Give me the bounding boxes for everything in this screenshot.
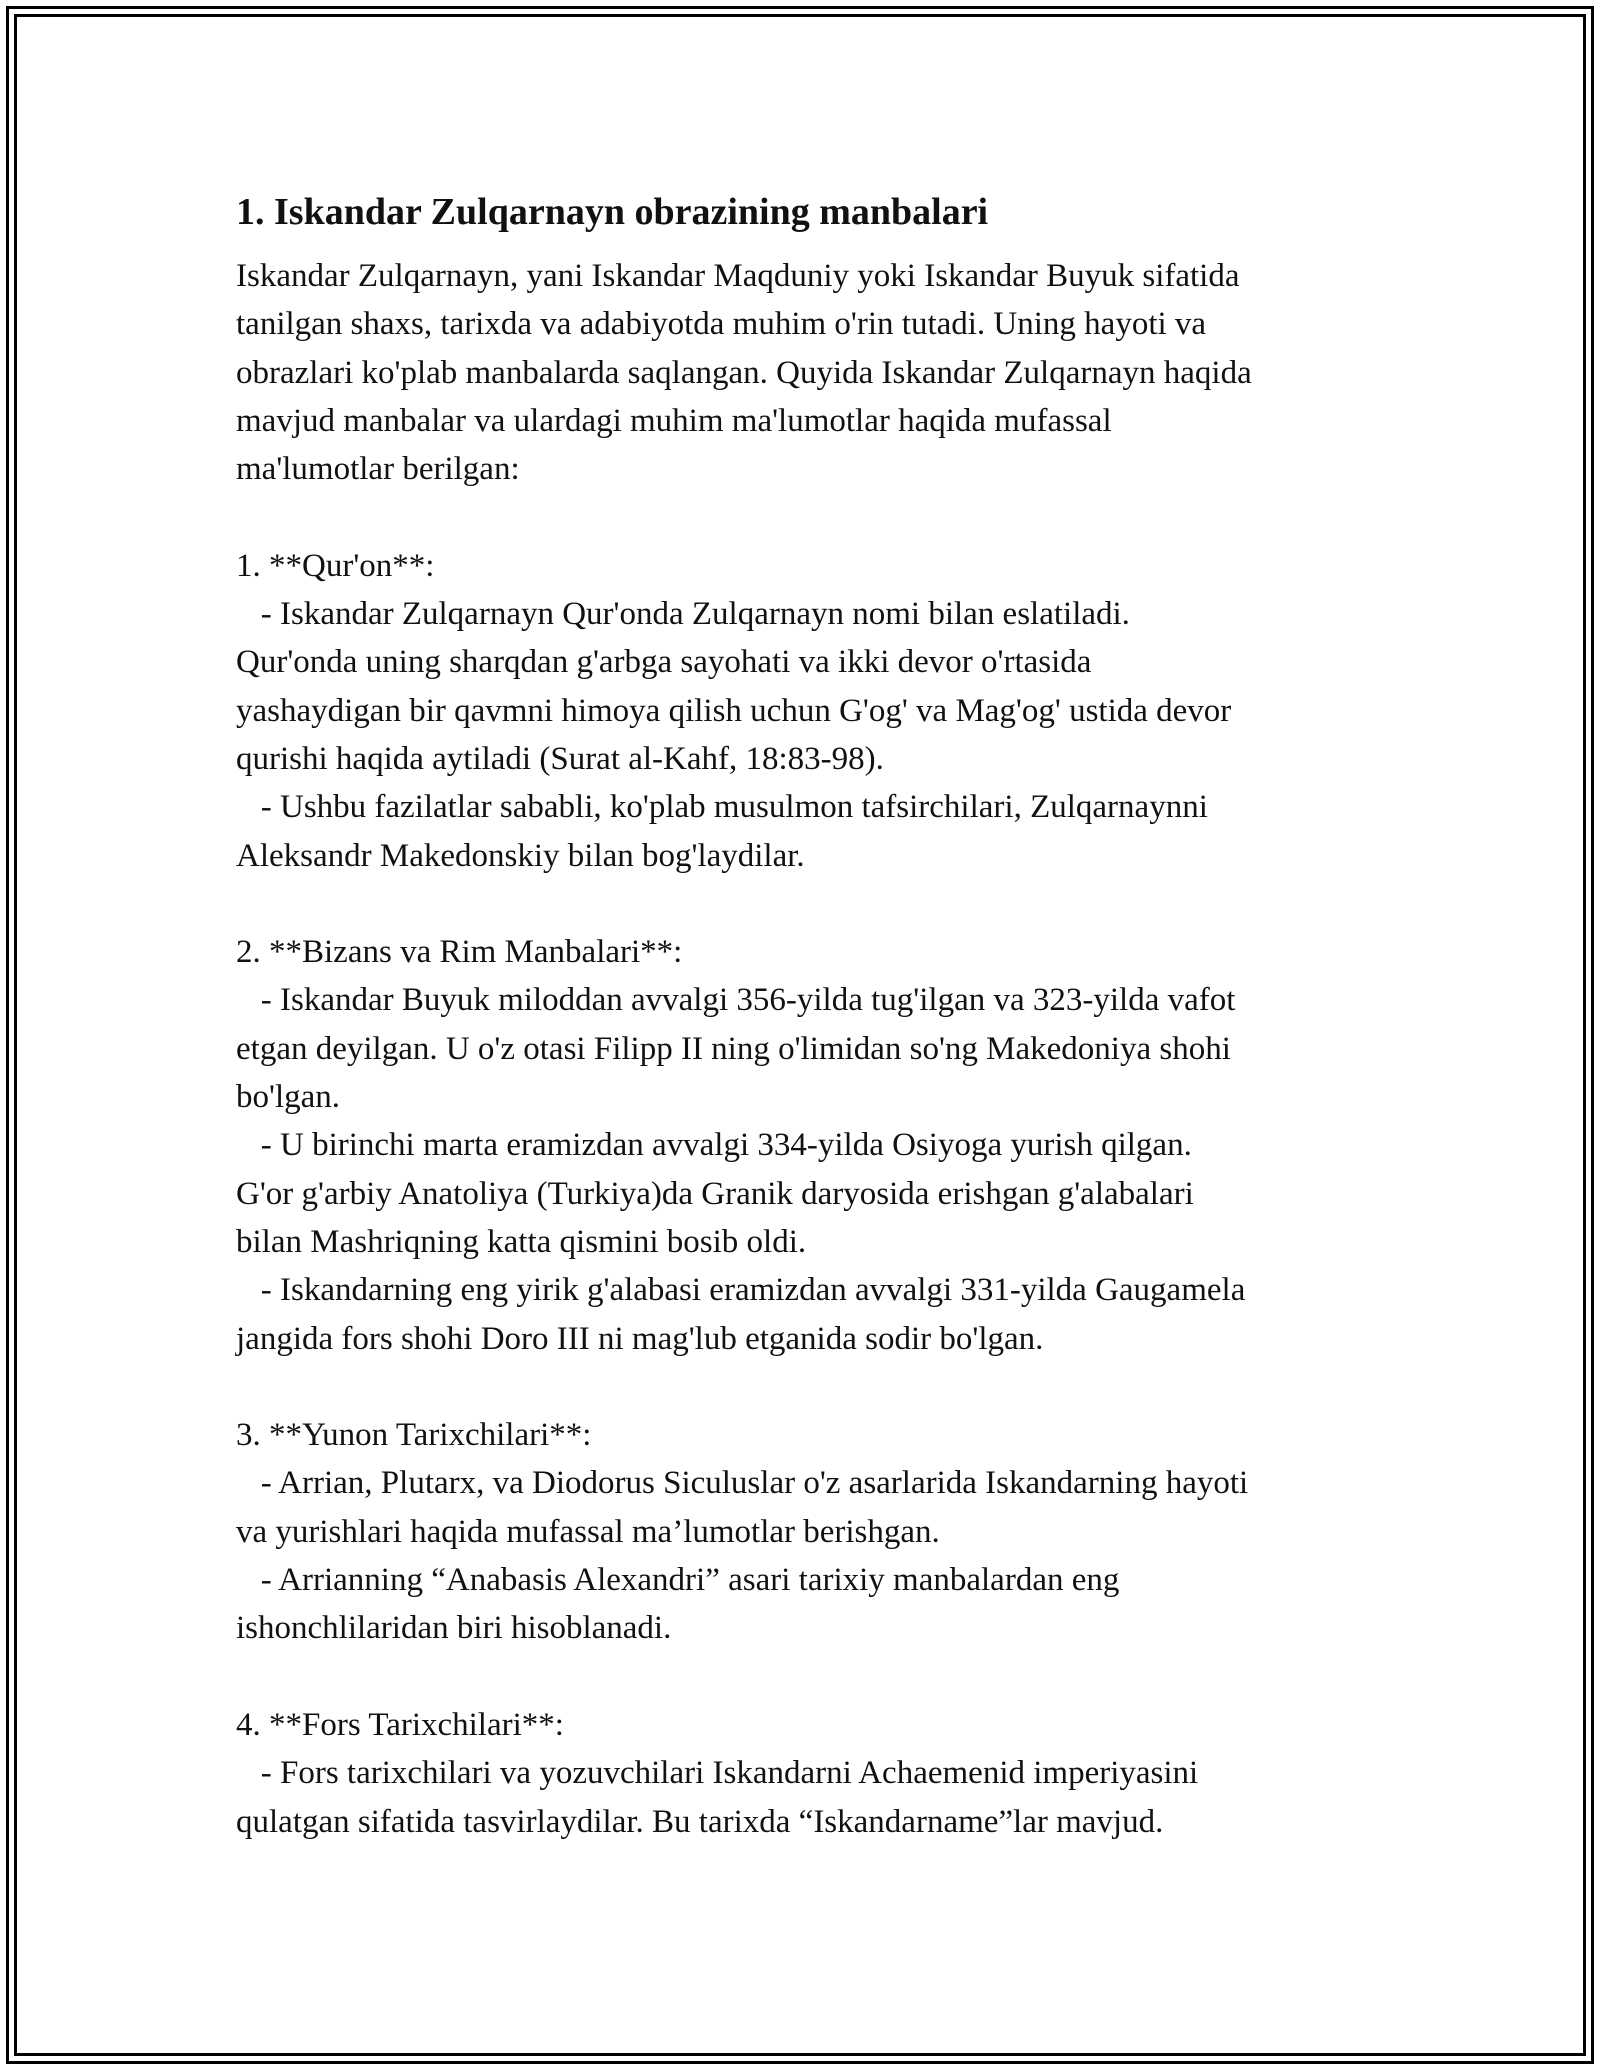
text-line: obrazlari ko'plab manbalarda saqlangan. Quyida Iskandar Zulqarnayn haqida — [236, 354, 1252, 391]
text-line: 4. **Fors Tarixchilari**: — [236, 1706, 564, 1743]
text-line: mavjud manbalar va ulardagi muhim ma'lumotlar haqida mufassal — [236, 402, 1112, 439]
document-title: 1. Iskandar Zulqarnayn obrazining manbalari — [236, 191, 989, 233]
text-line: etgan deyilgan. U o'z otasi Filipp II ning o'limidan so'ng Makedoniya shohi — [236, 1030, 1231, 1067]
text-line: Iskandar Zulqarnayn, yani Iskandar Maqduniy yoki Iskandar Buyuk sifatida — [236, 258, 1240, 294]
blank-line — [236, 880, 1386, 928]
text-line: bo'lgan. — [236, 1079, 341, 1116]
text-line: - Iskandarning eng yirik g'alabasi eramizdan avvalgi 331-yilda Gaugamela — [236, 1272, 1246, 1309]
text-line: ma'lumotlar berilgan: — [236, 451, 520, 488]
text-line: yashaydigan bir qavmni himoya qilish uchun G'og' va Mag'og' ustida devor — [236, 692, 1232, 729]
text-line: 2. **Bizans va Rim Manbalari**: — [236, 934, 683, 971]
text-line: 1. **Qur'on**: — [236, 547, 435, 584]
body-text — [236, 252, 1386, 1846]
text-line: - Arrian, Plutarx, va Diodorus Siculuslar o'z asarlarida Iskandarning hayoti — [236, 1465, 1249, 1502]
text-line: - Iskandar Zulqarnayn Qur'onda Zulqarnayn nomi bilan eslatiladi. — [236, 596, 1130, 633]
text-line: - Fors tarixchilari va yozuvchilari Iskandarni Achaemenid imperiyasini — [236, 1755, 1199, 1792]
text-line: - Ushbu fazilatlar sababli, ko'plab musulmon tafsirchilari, Zulqarnaynni — [236, 789, 1208, 826]
text-line: - U birinchi marta eramizdan avvalgi 334-yilda Osiyoga yurish qilgan. — [236, 1127, 1192, 1164]
text-line: bilan Mashriqning katta qismini bosib oldi. — [236, 1223, 807, 1260]
text-line: qulatgan sifatida tasvirlaydilar. Bu tarixda “Iskandarname”lar mavjud. — [236, 1803, 1164, 1840]
text-line: G'or g'arbiy Anatoliya (Turkiya)da Granik daryosida erishgan g'alabalari — [236, 1175, 1194, 1212]
text-line: 3. **Yunon Tarixchilari**: — [236, 1417, 592, 1454]
blank-line — [236, 1363, 1386, 1411]
text-line: jangida fors shohi Doro III ni mag'lub etganida sodir bo'lgan. — [236, 1320, 1044, 1357]
text-line: tanilgan shaxs, tarixda va adabiyotda muhim o'rin tutadi. Uning hayoti va — [236, 306, 1207, 343]
text-line: ishonchlilaridan biri hisoblanadi. — [236, 1610, 672, 1647]
blank-line — [236, 493, 1386, 541]
text-line: Qur'onda uning sharqdan g'arbga sayohati va ikki devor o'rtasida — [236, 644, 1092, 681]
blank-line — [236, 1653, 1386, 1701]
text-line: va yurishlari haqida mufassal ma’lumotlar berishgan. — [236, 1513, 940, 1550]
document-body — [236, 188, 1386, 1846]
text-line: qurishi haqida aytiladi (Surat al-Kahf, 18:83-98). — [236, 740, 884, 777]
text-line: - Arrianning “Anabasis Alexandri” asari tarixiy manbalardan eng — [236, 1562, 1120, 1599]
text-line: Aleksandr Makedonskiy bilan bog'laydilar. — [236, 837, 805, 874]
text-line: - Iskandar Buyuk miloddan avvalgi 356-yilda tug'ilgan va 323-yilda vafot — [236, 982, 1236, 1019]
